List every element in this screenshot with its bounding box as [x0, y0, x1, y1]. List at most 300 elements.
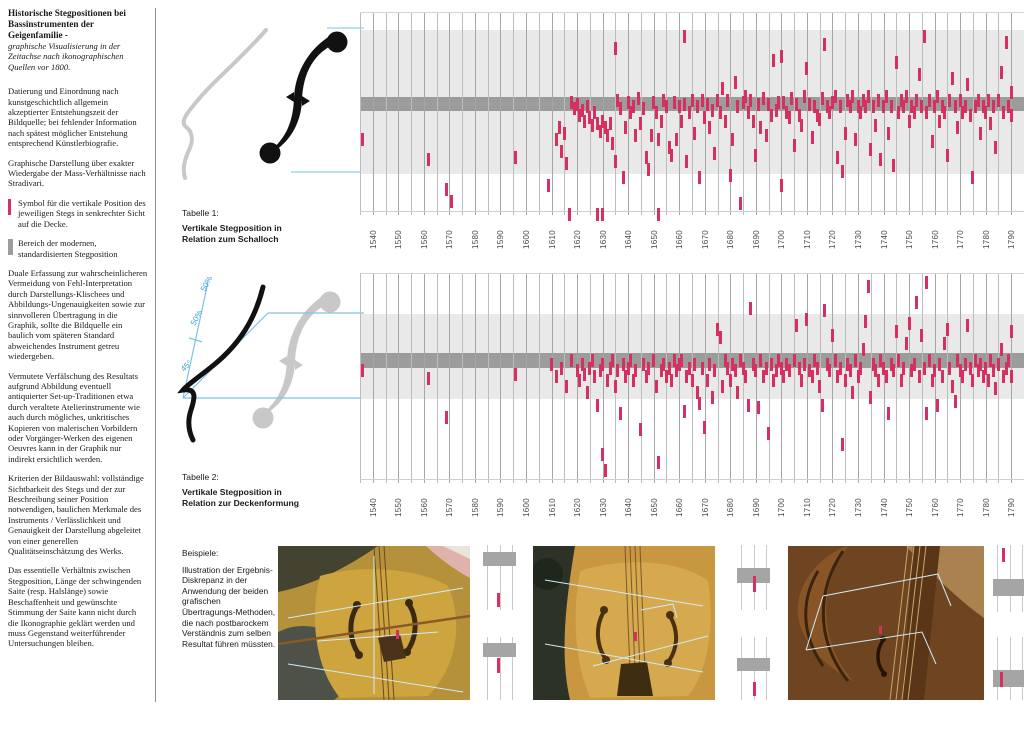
bridge-position-mark	[943, 106, 946, 119]
bridge-position-mark	[693, 358, 696, 371]
gridline	[679, 274, 680, 483]
bridge-position-mark	[639, 423, 642, 436]
bridge-position-mark	[670, 374, 673, 387]
x-axis-label: 1670	[700, 230, 710, 249]
bridge-position-mark	[992, 100, 995, 113]
strip-bridge-mark	[753, 682, 756, 696]
bridge-position-mark	[747, 399, 750, 412]
gridline	[488, 274, 489, 483]
x-axis-label: 1720	[828, 230, 838, 249]
gridline	[794, 274, 795, 483]
x-axis-label: 1550	[394, 498, 404, 517]
bridge-position-mark	[841, 165, 844, 178]
bridge-position-mark	[642, 102, 645, 115]
bridge-position-mark	[629, 354, 632, 367]
bridge-position-mark	[634, 129, 637, 142]
bridge-position-mark	[683, 405, 686, 418]
x-axis-label: 1660	[675, 498, 685, 517]
gridline	[896, 274, 897, 483]
bridge-position-mark	[514, 368, 517, 381]
gridline	[526, 274, 527, 483]
gridline	[845, 13, 846, 215]
bridge-position-mark	[851, 386, 854, 399]
bridge-position-mark	[744, 90, 747, 103]
bridge-position-mark	[895, 325, 898, 338]
bridge-position-mark	[793, 354, 796, 367]
x-axis-label: 1640	[624, 498, 634, 517]
bridge-position-mark	[647, 362, 650, 375]
table-2-title: Vertikale Stegposition in Relation zur Deckenformung	[182, 487, 299, 508]
f-hole-glyph	[260, 32, 348, 164]
gridline	[475, 274, 476, 483]
bridge-position-mark	[706, 374, 709, 387]
bridge-position-mark	[900, 374, 903, 387]
bridge-position-mark	[793, 139, 796, 152]
bridge-position-mark	[890, 100, 893, 113]
bridge-position-mark	[726, 362, 729, 375]
bridge-position-mark	[836, 151, 839, 164]
x-axis-label: 1780	[981, 498, 991, 517]
gridline	[935, 274, 936, 483]
gridline	[488, 13, 489, 215]
bridge-position-mark	[859, 362, 862, 375]
bridge-position-mark	[887, 407, 890, 420]
bridge-position-mark	[828, 364, 831, 377]
bridge-position-mark	[767, 427, 770, 440]
bridge-position-mark	[770, 358, 773, 371]
bridge-position-mark	[675, 133, 678, 146]
example-strip	[483, 637, 516, 700]
gridline	[998, 13, 999, 215]
bridge-position-mark	[997, 358, 1000, 371]
example-strip	[737, 545, 770, 610]
bridge-position-mark	[811, 370, 814, 383]
gridline	[947, 13, 948, 215]
x-axis-label: 1620	[573, 498, 583, 517]
bridge-position-mark	[757, 98, 760, 111]
gridline	[360, 13, 361, 215]
bridge-position-mark	[948, 94, 951, 107]
bridge-position-mark	[655, 380, 658, 393]
bridge-position-mark	[673, 96, 676, 109]
bridge-position-mark	[614, 42, 617, 55]
x-axis-label: 1780	[981, 230, 991, 249]
bridge-position-mark	[680, 354, 683, 367]
bridge-position-mark	[1005, 36, 1008, 49]
bridge-position-mark	[987, 374, 990, 387]
x-axis-label: 1570	[445, 230, 455, 249]
bridge-position-mark	[800, 119, 803, 132]
sidebar-paragraph: Kriterien der Bildauswahl: vollständige Sichtbarkeit des Stegs und der zur Beschreibung seiner Position notwendigen, baulichen Merkmale des Instruments / Verlässlichkeit und Genauigkeit der Darstellung abgeleitet von einer generellen Qualitätseinschätzung des Werks.	[8, 473, 144, 557]
bridge-position-mark	[984, 106, 987, 119]
bridge-position-mark	[632, 100, 635, 113]
gridline	[437, 274, 438, 483]
x-axis-label: 1620	[573, 230, 583, 249]
bridge-position-mark	[650, 129, 653, 142]
bridge-position-mark	[925, 106, 928, 119]
bridge-position-mark	[823, 38, 826, 51]
bridge-position-mark	[759, 121, 762, 134]
vertical-divider	[155, 8, 156, 702]
example-strip	[993, 545, 1024, 612]
bridge-position-mark	[933, 364, 936, 377]
gridline	[539, 13, 540, 215]
chart-1-plot	[360, 12, 1024, 249]
bridge-position-mark	[565, 157, 568, 170]
bridge-position-mark	[719, 106, 722, 119]
bridge-position-mark	[759, 354, 762, 367]
bridge-position-mark	[747, 106, 750, 119]
bridge-position-mark	[1010, 109, 1013, 122]
bridge-position-mark	[657, 456, 660, 469]
sidebar-paragraph: Das essentielle Verhältnis zwischen Stegposition, Länge der schwingenden Saite (resp. Halslänge) sowie Beschaffenheit und gewünschte Stimmung der Saite kann nicht durch die Ikonographie geklärt werden und muss Gegenstand weiterführender Untersuchungen bleiben.	[8, 565, 142, 649]
bridge-position-mark	[749, 302, 752, 315]
bridge-position-mark	[897, 106, 900, 119]
x-axis-label: 1760	[930, 230, 940, 249]
bridge-position-mark	[964, 100, 967, 113]
bridge-position-mark	[560, 362, 563, 375]
bridge-position-mark	[711, 391, 714, 404]
bridge-position-mark	[698, 171, 701, 184]
bridge-position-mark	[604, 464, 607, 477]
bridge-position-mark	[979, 127, 982, 140]
gridline	[884, 13, 885, 215]
bridge-position-mark	[639, 117, 642, 130]
bridge-position-mark	[851, 90, 854, 103]
x-axis-label: 1660	[675, 230, 685, 249]
bridge-position-mark	[790, 92, 793, 105]
bridge-position-mark	[685, 155, 688, 168]
gridline	[386, 274, 387, 483]
bridge-position-mark	[713, 364, 716, 377]
x-axis-label: 1750	[905, 498, 915, 517]
strip-bridge-mark	[1002, 548, 1005, 562]
bridge-position-mark	[1010, 86, 1013, 99]
examples-heading: Beispiele:	[182, 548, 219, 558]
x-axis-label: 1590	[496, 230, 506, 249]
bridge-position-mark	[729, 169, 732, 182]
bridge-position-mark	[877, 94, 880, 107]
bridge-position-mark	[662, 358, 665, 371]
gridline	[679, 13, 680, 215]
bridge-position-mark	[568, 208, 571, 221]
x-axis-label: 1580	[470, 230, 480, 249]
bridge-position-mark	[844, 374, 847, 387]
bridge-position-mark	[770, 109, 773, 122]
bridge-position-mark	[619, 102, 622, 115]
strip-modern-band	[737, 658, 770, 671]
x-axis-label: 1590	[496, 498, 506, 517]
bridge-position-mark	[611, 354, 614, 367]
bridge-position-mark	[874, 119, 877, 132]
legend-item-modern-range	[8, 238, 148, 259]
gridline	[973, 13, 974, 215]
gridline	[475, 13, 476, 215]
bridge-position-mark	[908, 115, 911, 128]
legend-label: Symbol für die vertikale Position des jeweiligen Stegs in senkrechter Sicht auf die Decke.	[18, 197, 146, 229]
bridge-position-mark	[680, 115, 683, 128]
bridge-position-mark	[609, 117, 612, 130]
gridline	[832, 13, 833, 215]
bridge-position-mark	[984, 362, 987, 375]
strip-bridge-mark	[753, 576, 756, 592]
bridge-position-mark	[721, 380, 724, 393]
bridge-position-mark	[691, 94, 694, 107]
bridge-position-mark	[862, 343, 865, 356]
bridge-position-mark	[701, 94, 704, 107]
bridge-position-mark	[938, 358, 941, 371]
bridge-position-mark	[892, 159, 895, 172]
bridge-position-mark	[918, 68, 921, 81]
bridge-position-mark	[780, 179, 783, 192]
bridge-position-mark	[943, 337, 946, 350]
x-axis-label: 1640	[624, 230, 634, 249]
bridge-position-mark	[925, 276, 928, 289]
x-axis-label: 1730	[854, 498, 863, 517]
gridline	[756, 13, 757, 215]
chart-2-plot	[360, 273, 1024, 517]
bridge-position-mark	[754, 149, 757, 162]
gridline	[666, 13, 667, 215]
bridge-position-mark	[708, 358, 711, 371]
bridge-position-mark	[811, 131, 814, 144]
strip-bridge-mark	[497, 658, 500, 673]
bridge-position-mark	[931, 135, 934, 148]
bridge-position-mark	[908, 317, 911, 330]
bridge-position-mark	[688, 106, 691, 119]
bridge-position-mark	[772, 54, 775, 67]
bridge-position-mark	[951, 380, 954, 393]
bridge-position-mark	[450, 195, 453, 208]
bridge-position-mark	[765, 129, 768, 142]
bridge-position-mark	[754, 364, 757, 377]
x-axis-label: 1790	[1007, 230, 1017, 249]
table-1-title: Vertikale Stegposition in Relation zum Schalloch	[182, 223, 282, 244]
bridge-position-mark	[905, 90, 908, 103]
bridge-position-mark	[977, 94, 980, 107]
gridline	[398, 13, 399, 215]
f-hole-symbol	[175, 20, 365, 210]
bridge-position-mark	[606, 374, 609, 387]
bridge-position-mark	[586, 386, 589, 399]
bridge-position-mark	[920, 329, 923, 342]
bridge-position-mark	[816, 362, 819, 375]
examples-body: Illustration der Ergebnis-Diskrepanz in der Anwendung der beiden grafischen Übertragungs-Methoden, die nach postbarockem Verständnis zum selben Resultat führen müssten.	[182, 564, 276, 649]
red-tick-icon	[8, 198, 18, 229]
bridge-position-mark	[652, 354, 655, 367]
bridge-position-mark	[936, 90, 939, 103]
bridge-position-mark	[560, 145, 563, 158]
bridge-position-mark	[818, 113, 821, 126]
bridge-position-mark	[849, 364, 852, 377]
gridline	[730, 13, 731, 215]
strip-modern-band	[483, 552, 516, 566]
bridge-position-mark	[869, 391, 872, 404]
bridge-position-mark	[361, 133, 364, 146]
gridline	[424, 274, 425, 483]
gridline	[922, 274, 923, 483]
strip-gridline	[997, 637, 998, 700]
bridge-position-mark	[736, 386, 739, 399]
x-axis-label: 1710	[802, 230, 812, 249]
example-strip	[993, 637, 1024, 700]
bridge-position-mark	[925, 407, 928, 420]
bridge-position-mark	[966, 78, 969, 91]
bridge-position-mark	[634, 364, 637, 377]
gridline	[871, 13, 872, 215]
pct-label-upper: 50%	[198, 274, 215, 293]
bridge-position-mark	[946, 323, 949, 336]
bridge-position-mark	[818, 380, 821, 393]
bridge-position-mark	[1010, 370, 1013, 383]
bridge-position-mark	[885, 90, 888, 103]
bridge-position-mark	[782, 370, 785, 383]
gridline	[832, 274, 833, 483]
photo-violin-painting-1	[278, 546, 470, 700]
bridge-position-mark	[954, 100, 957, 113]
bridge-position-mark	[844, 127, 847, 140]
bridge-position-mark	[445, 183, 448, 196]
gridline	[373, 13, 374, 215]
gridline	[820, 274, 821, 483]
x-axis-label: 1600	[522, 230, 531, 249]
bridge-position-mark	[923, 30, 926, 43]
bridge-position-mark	[678, 100, 681, 113]
gridline	[360, 274, 361, 483]
bridge-position-mark	[872, 100, 875, 113]
gridline	[641, 274, 642, 483]
bridge-position-mark	[788, 364, 791, 377]
gridline	[411, 13, 412, 215]
bridge-position-mark	[859, 106, 862, 119]
bridge-position-mark	[938, 115, 941, 128]
gridline	[794, 13, 795, 215]
bridge-position-mark	[902, 362, 905, 375]
sidebar	[8, 8, 148, 658]
bridge-position-mark	[879, 153, 882, 166]
page-title: Historische Stegpositionen bei Bassinstrumenten der Geigenfamilie -	[8, 8, 126, 40]
x-axis-label: 1790	[1007, 498, 1017, 517]
bridge-position-mark	[711, 104, 714, 117]
bridge-position-mark	[683, 30, 686, 43]
x-axis-label: 1770	[956, 230, 966, 249]
bridge-position-mark	[834, 90, 837, 103]
gridline	[590, 274, 591, 483]
bridge-position-mark	[655, 106, 658, 119]
x-axis-label: 1770	[956, 498, 966, 517]
bridge-position-mark	[821, 399, 824, 412]
bridge-position-mark	[969, 109, 972, 122]
sidebar-paragraph: Duale Erfassung zur wahrscheinlicheren Vermeidung von Fehl-Interpretation durch Darstellungs-Klischees und Abbildungs-Ungenauigkeiten sowie zur sinnvolleren Übertragung in die Graphik, sollte die Bildquelle ein baulich vom späteren Standard abweichendes Instrument getreu wiedergeben.	[8, 267, 148, 362]
x-axis-label: 1630	[598, 230, 608, 249]
bridge-position-mark	[795, 319, 798, 332]
bridge-position-mark	[593, 370, 596, 383]
bridge-position-mark	[897, 354, 900, 367]
bridge-position-mark	[803, 90, 806, 103]
bridge-position-mark	[800, 374, 803, 387]
bridge-position-mark	[892, 364, 895, 377]
bridge-position-mark	[713, 147, 716, 160]
bridge-position-mark	[987, 94, 990, 107]
bridge-position-mark	[994, 382, 997, 395]
f-hole-glyph-gray	[253, 292, 341, 429]
x-axis-label: 1580	[470, 498, 480, 517]
x-axis-label: 1680	[726, 498, 736, 517]
bridge-position-mark	[724, 115, 727, 128]
bridge-position-mark	[752, 115, 755, 128]
bridge-position-mark	[736, 100, 739, 113]
bridge-position-mark	[719, 331, 722, 344]
bridge-position-mark	[583, 368, 586, 381]
bridge-position-mark	[803, 358, 806, 371]
bridge-position-mark	[971, 171, 974, 184]
bridge-position-mark	[823, 304, 826, 317]
bridge-position-mark	[578, 374, 581, 387]
bridge-position-mark	[841, 438, 844, 451]
bridge-position-mark	[427, 153, 430, 166]
bridge-position-mark	[637, 92, 640, 105]
bridge-position-mark	[734, 364, 737, 377]
bridge-position-mark	[885, 370, 888, 383]
gridline	[692, 13, 693, 215]
bridge-position-mark	[703, 111, 706, 124]
gridline	[513, 13, 514, 215]
x-axis-label: 1700	[777, 498, 787, 517]
gridline	[756, 274, 757, 483]
bridge-mark	[634, 632, 637, 641]
bridge-position-mark	[788, 111, 791, 124]
bridge-position-mark	[696, 100, 699, 113]
bridge-position-mark	[915, 94, 918, 107]
gridline	[449, 13, 450, 215]
x-axis-label: 1550	[394, 230, 404, 249]
x-axis-label: 1710	[802, 498, 812, 517]
example-strip	[483, 545, 516, 610]
bridge-position-mark	[619, 407, 622, 420]
bridge-position-mark	[765, 362, 768, 375]
bridge-position-mark	[614, 155, 617, 168]
bridge-position-mark	[427, 372, 430, 385]
sidebar-paragraph: Graphische Darstellung über exakter Wiedergabe der Mass-Verhältnisse nach Stradivari.	[8, 157, 146, 189]
bridge-position-mark	[670, 149, 673, 162]
gridline	[449, 274, 450, 483]
bridge-position-mark	[964, 358, 967, 371]
bridge-position-mark	[688, 362, 691, 375]
x-axis-label: 1690	[751, 230, 761, 249]
chart-2-caption	[182, 472, 342, 509]
bridge-position-mark	[839, 100, 842, 113]
x-axis-label: 1670	[700, 498, 710, 517]
bridge-position-mark	[647, 163, 650, 176]
x-axis-label: 1630	[598, 498, 608, 517]
bridge-position-mark	[913, 358, 916, 371]
bridge-position-mark	[941, 370, 944, 383]
bridge-position-mark	[780, 50, 783, 63]
bridge-position-mark	[693, 127, 696, 140]
table-2-label: Tabelle 2:	[182, 472, 219, 482]
bridge-position-mark	[616, 364, 619, 377]
bridge-position-mark	[611, 137, 614, 150]
bridge-position-mark	[563, 127, 566, 140]
bridge-position-mark	[928, 94, 931, 107]
bridge-position-mark	[994, 141, 997, 154]
bridge-position-mark	[808, 98, 811, 111]
gridline	[909, 274, 910, 483]
bridge-position-mark	[729, 374, 732, 387]
example-strip	[737, 637, 770, 700]
bridge-position-mark	[624, 121, 627, 134]
gridline	[398, 274, 399, 483]
